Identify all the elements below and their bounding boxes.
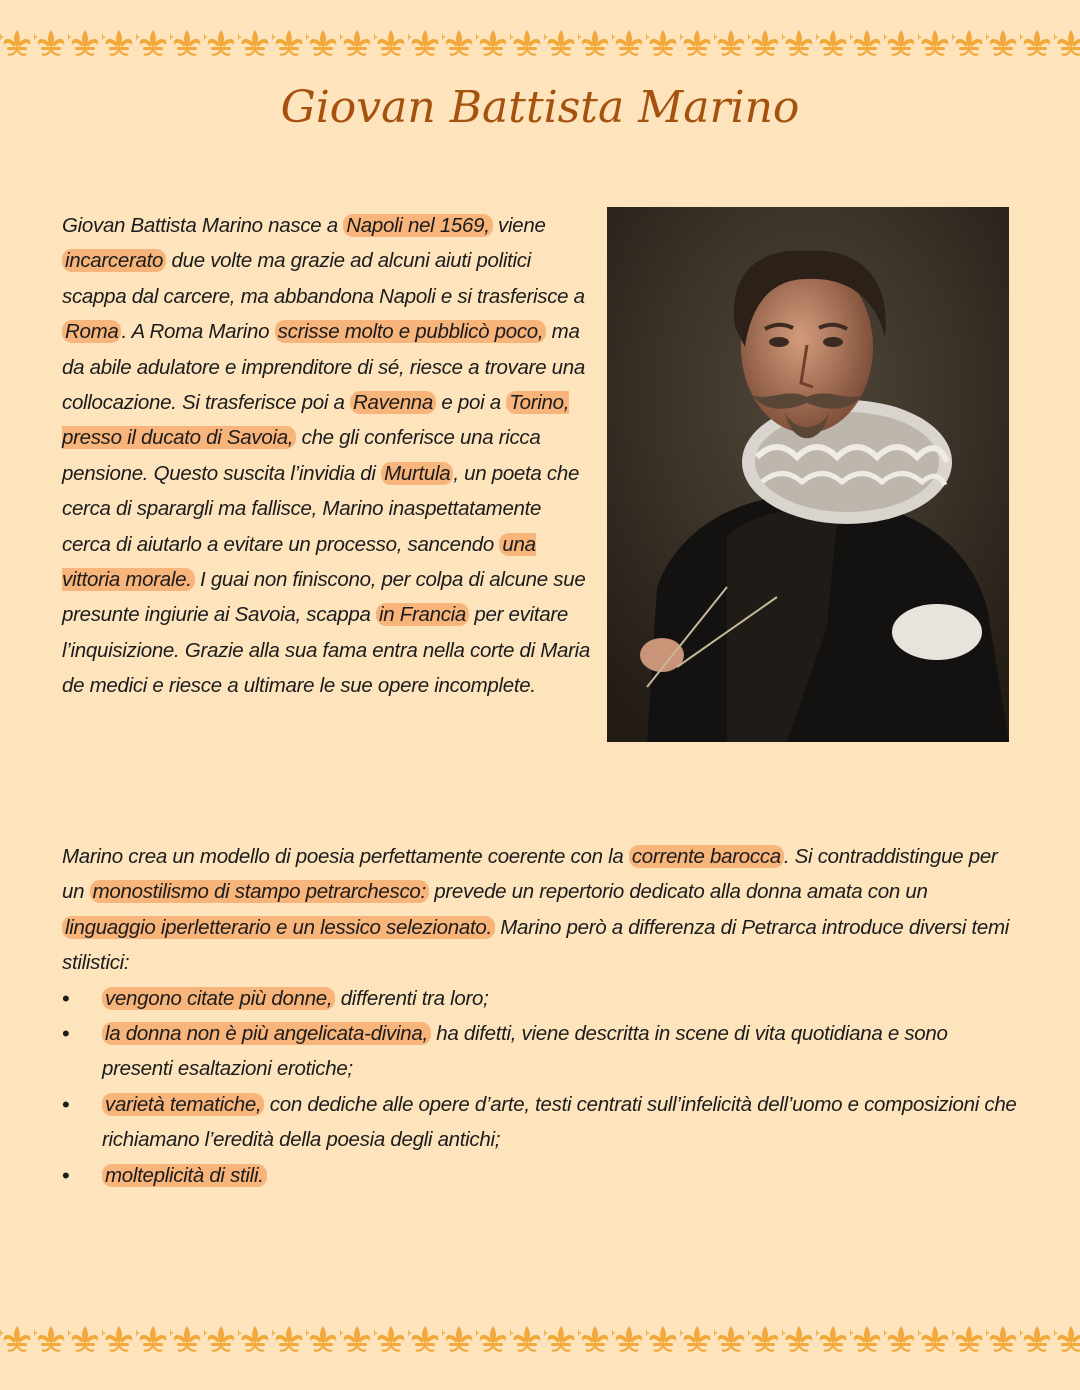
bullet-icon: • <box>62 1091 70 1117</box>
text-segment: . A Roma Marino <box>121 320 275 344</box>
highlighted-text: scrisse molto e pubblicò poco, <box>275 320 547 343</box>
fleur-de-lis-border-icon <box>0 1320 1080 1360</box>
portrait-image <box>607 207 1009 742</box>
highlighted-text: Roma <box>62 320 121 343</box>
list-item <box>62 981 1022 1016</box>
highlighted-text: incarcerato <box>62 249 166 272</box>
highlighted-text: molteplicità di stili. <box>102 1164 267 1187</box>
bullet-icon: • <box>62 985 70 1011</box>
text-segment: . Si contraddistingue per un <box>62 845 998 904</box>
bottom-ornamental-border <box>0 1320 1080 1360</box>
highlighted-text: corrente barocca <box>629 845 784 868</box>
list-item <box>62 1087 1022 1158</box>
highlighted-text: monostilismo di stampo petrarchesco: <box>90 880 429 903</box>
highlighted-text: Torino, presso il ducato di Savoia, <box>62 391 570 450</box>
text-segment: , un poeta che cerca di sparargli ma fallisce, Marino inaspettatamente cerca di aiutarlo a evitare un processo, sancendo <box>62 461 580 556</box>
text-segment: Marino crea un modello di poesia perfettamente coerente con la <box>62 845 629 868</box>
top-ornamental-border <box>0 24 1080 64</box>
poetry-paragraph <box>62 839 1022 981</box>
portrait-icon <box>607 207 1009 742</box>
text-segment: ha difetti, viene descritta in scene di vita quotidiana e sono presenti esaltazioni erotiche; <box>102 1022 948 1081</box>
text-segment: che gli conferisce una ricca pensione. Questo suscita l’invidia di <box>62 426 541 485</box>
fleur-de-lis-border-icon <box>0 24 1080 64</box>
text-segment: per evitare l’inquisizione. Grazie alla sua fama entra nella corte di Maria de medici e riesce a ultimare le sue opere incomplete. <box>62 603 591 698</box>
text-segment: Marino però a differenza di Petrarca introduce diversi temi stilistici: <box>62 915 1009 975</box>
highlighted-text: vengono citate più donne, <box>102 987 335 1010</box>
text-segment: Giovan Battista Marino nasce a <box>62 214 344 237</box>
stylistic-themes-list <box>62 981 1022 1193</box>
highlighted-text: una vittoria morale. <box>62 532 536 592</box>
text-segment: due volte ma grazie ad alcuni aiuti politici scappa dal carcere, ma abbandona Napoli e si trasferisce a <box>62 249 585 308</box>
bullet-icon: • <box>62 1021 70 1047</box>
list-item <box>62 1158 1022 1193</box>
highlighted-text: Ravenna <box>350 391 436 414</box>
highlighted-text: Murtula <box>381 462 453 485</box>
text-segment: e poi a <box>436 391 507 415</box>
biography-text <box>62 208 592 704</box>
text-segment: prevede un repertorio dedicato alla donna amata con un <box>428 880 928 904</box>
page-title: Giovan Battista Marino <box>280 82 800 133</box>
bullet-icon: • <box>62 1162 70 1188</box>
text-segment: viene <box>492 214 546 237</box>
list-item <box>62 1016 1022 1087</box>
biography-paragraph <box>62 208 592 704</box>
poetry-section <box>62 839 1022 1193</box>
text-segment: differenti tra loro; <box>335 986 489 1010</box>
text-segment: ma da abile adulatore e imprenditore di sé, riesce a trovare una collocazione. Si trasferisce poi a <box>62 320 585 415</box>
highlighted-text: in Francia <box>376 603 469 626</box>
highlighted-text: Napoli nel 1569, <box>343 214 492 237</box>
highlighted-text: la donna non è più angelicata-divina, <box>102 1022 431 1045</box>
highlighted-text: linguaggio iperletterario e un lessico selezionato. <box>62 916 495 939</box>
text-segment: I guai non finiscono, per colpa di alcune sue presunte ingiurie ai Savoia, scappa <box>62 568 586 627</box>
text-segment: con dediche alle opere d’arte, testi centrati sull’infelicità dell’uomo e composizioni che richiamano l’eredità della poesia degli antichi; <box>102 1092 1017 1152</box>
highlighted-text: varietà tematiche, <box>102 1093 264 1116</box>
